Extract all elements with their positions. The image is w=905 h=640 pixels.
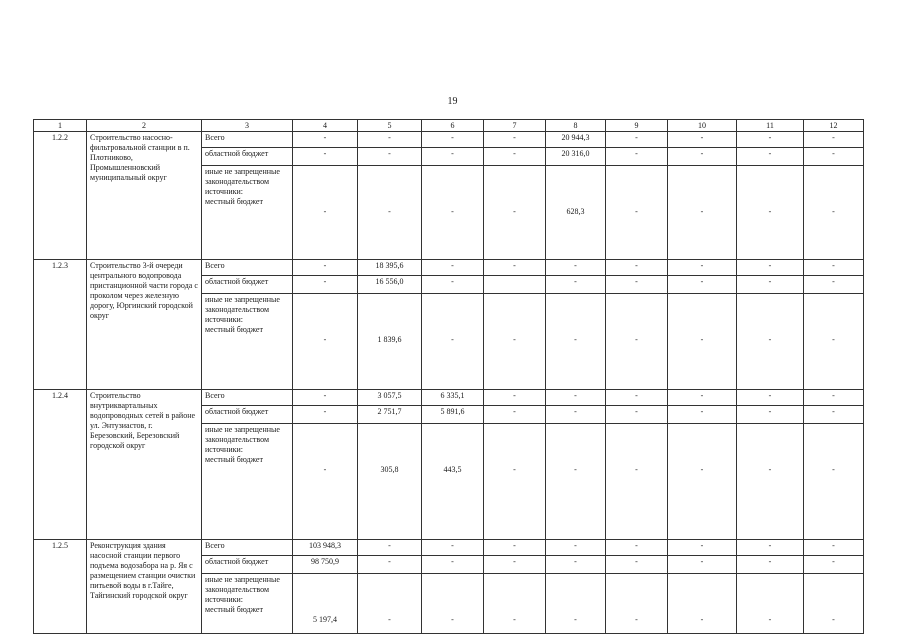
value-cell: 5 891,6 (422, 406, 484, 424)
value-cell: - (737, 540, 804, 556)
value-cell (293, 424, 358, 540)
value-cell: 2 751,7 (358, 406, 422, 424)
value-cell (804, 166, 864, 260)
value-cell: - (546, 406, 606, 424)
value-cell: 3 057,5 (358, 390, 422, 406)
value-cell: 18 395,6 (358, 260, 422, 276)
value-text: 443,5 (443, 465, 462, 474)
value-cell (422, 574, 484, 634)
value-cell (546, 574, 606, 634)
value-cell (804, 294, 864, 390)
value-cell: - (293, 390, 358, 406)
project-code: 1.2.5 (34, 540, 87, 634)
budget-table (33, 119, 864, 634)
header-cell: 11 (737, 120, 804, 132)
value-cell: - (546, 540, 606, 556)
value-cell: - (606, 556, 668, 574)
value-cell: - (422, 260, 484, 276)
value-cell: - (668, 406, 737, 424)
value-cell: - (484, 406, 546, 424)
header-cell: 5 (358, 120, 422, 132)
value-cell: - (546, 556, 606, 574)
value-cell (484, 276, 546, 294)
value-text: - (832, 615, 835, 624)
value-cell: - (668, 390, 737, 406)
value-cell (737, 166, 804, 260)
value-cell (358, 294, 422, 390)
funding-source-other (202, 166, 293, 260)
value-cell: - (668, 260, 737, 276)
table-row (34, 540, 864, 556)
value-text: - (635, 335, 638, 344)
value-cell (293, 574, 358, 634)
value-cell (484, 294, 546, 390)
value-cell: - (546, 260, 606, 276)
value-cell: - (804, 132, 864, 148)
header-row (34, 120, 864, 132)
value-text: - (768, 335, 772, 344)
funding-source: Всего (202, 390, 293, 406)
value-cell (546, 166, 606, 260)
value-cell (422, 424, 484, 540)
other-sources-label: иные не запрещенные законодательством источники: (205, 575, 280, 604)
value-text: - (323, 335, 327, 344)
value-text: - (635, 207, 638, 216)
project-code: 1.2.4 (34, 390, 87, 540)
value-cell: - (358, 132, 422, 148)
table-row (34, 390, 864, 406)
value-cell (606, 294, 668, 390)
local-budget-label: местный бюджет (205, 605, 263, 614)
header-cell: 4 (293, 120, 358, 132)
value-cell: - (606, 276, 668, 294)
value-cell: - (546, 276, 606, 294)
value-cell (484, 574, 546, 634)
funding-source: областной бюджет (202, 556, 293, 574)
value-cell: - (358, 148, 422, 166)
value-cell (422, 294, 484, 390)
value-cell: - (358, 540, 422, 556)
value-cell: 103 948,3 (293, 540, 358, 556)
project-code: 1.2.2 (34, 132, 87, 260)
header-cell: 9 (606, 120, 668, 132)
value-cell (606, 424, 668, 540)
value-text: - (451, 207, 454, 216)
value-cell: - (668, 556, 737, 574)
value-cell: - (484, 260, 546, 276)
value-cell: 20 944,3 (546, 132, 606, 148)
value-cell (422, 166, 484, 260)
value-cell: - (422, 148, 484, 166)
value-cell: - (606, 540, 668, 556)
table-row (34, 260, 864, 276)
value-cell: - (484, 556, 546, 574)
value-cell: - (484, 148, 546, 166)
value-text: - (513, 465, 516, 474)
value-cell: - (422, 556, 484, 574)
value-text: - (513, 615, 516, 624)
value-cell: - (606, 406, 668, 424)
value-text: - (700, 615, 704, 624)
funding-source: Всего (202, 260, 293, 276)
value-cell: - (422, 276, 484, 294)
value-cell (484, 166, 546, 260)
header-cell: 10 (668, 120, 737, 132)
value-text: 1 839,6 (377, 335, 402, 344)
value-cell: - (358, 556, 422, 574)
value-cell: - (737, 132, 804, 148)
value-cell: - (804, 260, 864, 276)
value-cell: - (737, 556, 804, 574)
value-text: - (768, 465, 772, 474)
header-cell: 1 (34, 120, 87, 132)
value-cell: - (804, 390, 864, 406)
value-cell (546, 294, 606, 390)
value-cell (668, 294, 737, 390)
value-text: - (635, 465, 638, 474)
value-cell (737, 294, 804, 390)
value-text: - (451, 335, 454, 344)
header-cell: 7 (484, 120, 546, 132)
value-text: - (768, 207, 772, 216)
value-text: - (700, 465, 704, 474)
value-text: - (635, 615, 638, 624)
value-cell (546, 424, 606, 540)
funding-source-other (202, 574, 293, 634)
value-cell: - (606, 390, 668, 406)
value-cell: - (293, 406, 358, 424)
value-cell (358, 166, 422, 260)
value-text: - (768, 615, 772, 624)
value-text: - (700, 335, 704, 344)
value-cell (737, 574, 804, 634)
value-text: 305,8 (380, 465, 399, 474)
value-cell: - (668, 540, 737, 556)
funding-source: Всего (202, 540, 293, 556)
funding-source: областной бюджет (202, 276, 293, 294)
table-body (34, 132, 864, 634)
value-cell: - (804, 148, 864, 166)
value-cell (737, 424, 804, 540)
value-cell (606, 574, 668, 634)
header-cell: 6 (422, 120, 484, 132)
project-code: 1.2.3 (34, 260, 87, 390)
value-cell: - (606, 260, 668, 276)
value-cell (804, 574, 864, 634)
local-budget-label: местный бюджет (205, 455, 263, 464)
value-text: - (574, 615, 577, 624)
value-cell: - (737, 406, 804, 424)
local-budget-label: местный бюджет (205, 197, 263, 206)
value-text: 628,3 (566, 207, 585, 216)
value-cell (804, 424, 864, 540)
funding-source: областной бюджет (202, 148, 293, 166)
project-name: Строительство 3-й очереди центрального водопровода пристанционной части города с проколом через железную дорогу, Юргинский городской округ (87, 260, 202, 390)
value-cell: - (293, 132, 358, 148)
value-cell (358, 424, 422, 540)
value-cell (358, 574, 422, 634)
project-name: Строительство насосно-фильтровальной станции в п. Плотниково, Промышленновский муниципальный округ (87, 132, 202, 260)
value-cell: - (484, 540, 546, 556)
value-cell: 6 335,1 (422, 390, 484, 406)
value-cell (293, 166, 358, 260)
value-cell: - (606, 132, 668, 148)
value-cell (668, 424, 737, 540)
value-cell: - (668, 148, 737, 166)
header-cell: 3 (202, 120, 293, 132)
funding-source: Всего (202, 132, 293, 148)
funding-source-other (202, 294, 293, 390)
value-text: - (388, 207, 391, 216)
header-cell: 2 (87, 120, 202, 132)
value-cell: - (293, 276, 358, 294)
value-cell: 98 750,9 (293, 556, 358, 574)
value-text: - (574, 465, 577, 474)
value-text: - (832, 465, 835, 474)
value-cell: - (546, 390, 606, 406)
value-cell (668, 574, 737, 634)
value-cell: 16 556,0 (358, 276, 422, 294)
value-cell: - (422, 132, 484, 148)
page-number: 19 (447, 96, 458, 107)
other-sources-label: иные не запрещенные законодательством источники: (205, 295, 280, 324)
value-cell (668, 166, 737, 260)
funding-source-other (202, 424, 293, 540)
value-cell (484, 424, 546, 540)
value-cell: - (804, 556, 864, 574)
value-cell: - (668, 276, 737, 294)
table-row (34, 132, 864, 148)
value-cell: - (668, 132, 737, 148)
value-cell (293, 294, 358, 390)
value-cell: - (737, 260, 804, 276)
value-cell: 20 316,0 (546, 148, 606, 166)
value-cell: - (606, 148, 668, 166)
header-cell: 12 (804, 120, 864, 132)
project-name: Реконструкция здания насосной станции первого подъема водозабора на р. Яя с размещением станции очистки питьевой воды в г.Тайге, Тайгинский городской округ (87, 540, 202, 634)
other-sources-label: иные не запрещенные законодательством источники: (205, 167, 280, 196)
value-text: - (323, 465, 327, 474)
project-name: Строительство внутриквартальных водопроводных сетей в районе ул. Энтузиастов, г. Березовский, Березовский городской округ (87, 390, 202, 540)
value-cell: - (804, 540, 864, 556)
value-cell: - (484, 390, 546, 406)
funding-source: областной бюджет (202, 406, 293, 424)
value-cell: - (804, 276, 864, 294)
value-text: - (832, 207, 835, 216)
local-budget-label: местный бюджет (205, 325, 263, 334)
value-text: - (323, 207, 327, 216)
value-text: - (451, 615, 454, 624)
header-cell: 8 (546, 120, 606, 132)
value-cell: - (804, 406, 864, 424)
value-cell: - (422, 540, 484, 556)
value-cell: - (737, 390, 804, 406)
value-text: - (832, 335, 835, 344)
value-text: - (700, 207, 704, 216)
value-text: - (388, 615, 391, 624)
value-text: - (574, 335, 577, 344)
value-text: - (513, 335, 516, 344)
value-cell: - (737, 276, 804, 294)
other-sources-label: иные не запрещенные законодательством источники: (205, 425, 280, 454)
value-cell (606, 166, 668, 260)
value-text: 5 197,4 (313, 615, 337, 624)
value-cell: - (484, 132, 546, 148)
value-cell: - (737, 148, 804, 166)
value-cell: - (293, 148, 358, 166)
value-cell: - (293, 260, 358, 276)
value-text: - (513, 207, 516, 216)
